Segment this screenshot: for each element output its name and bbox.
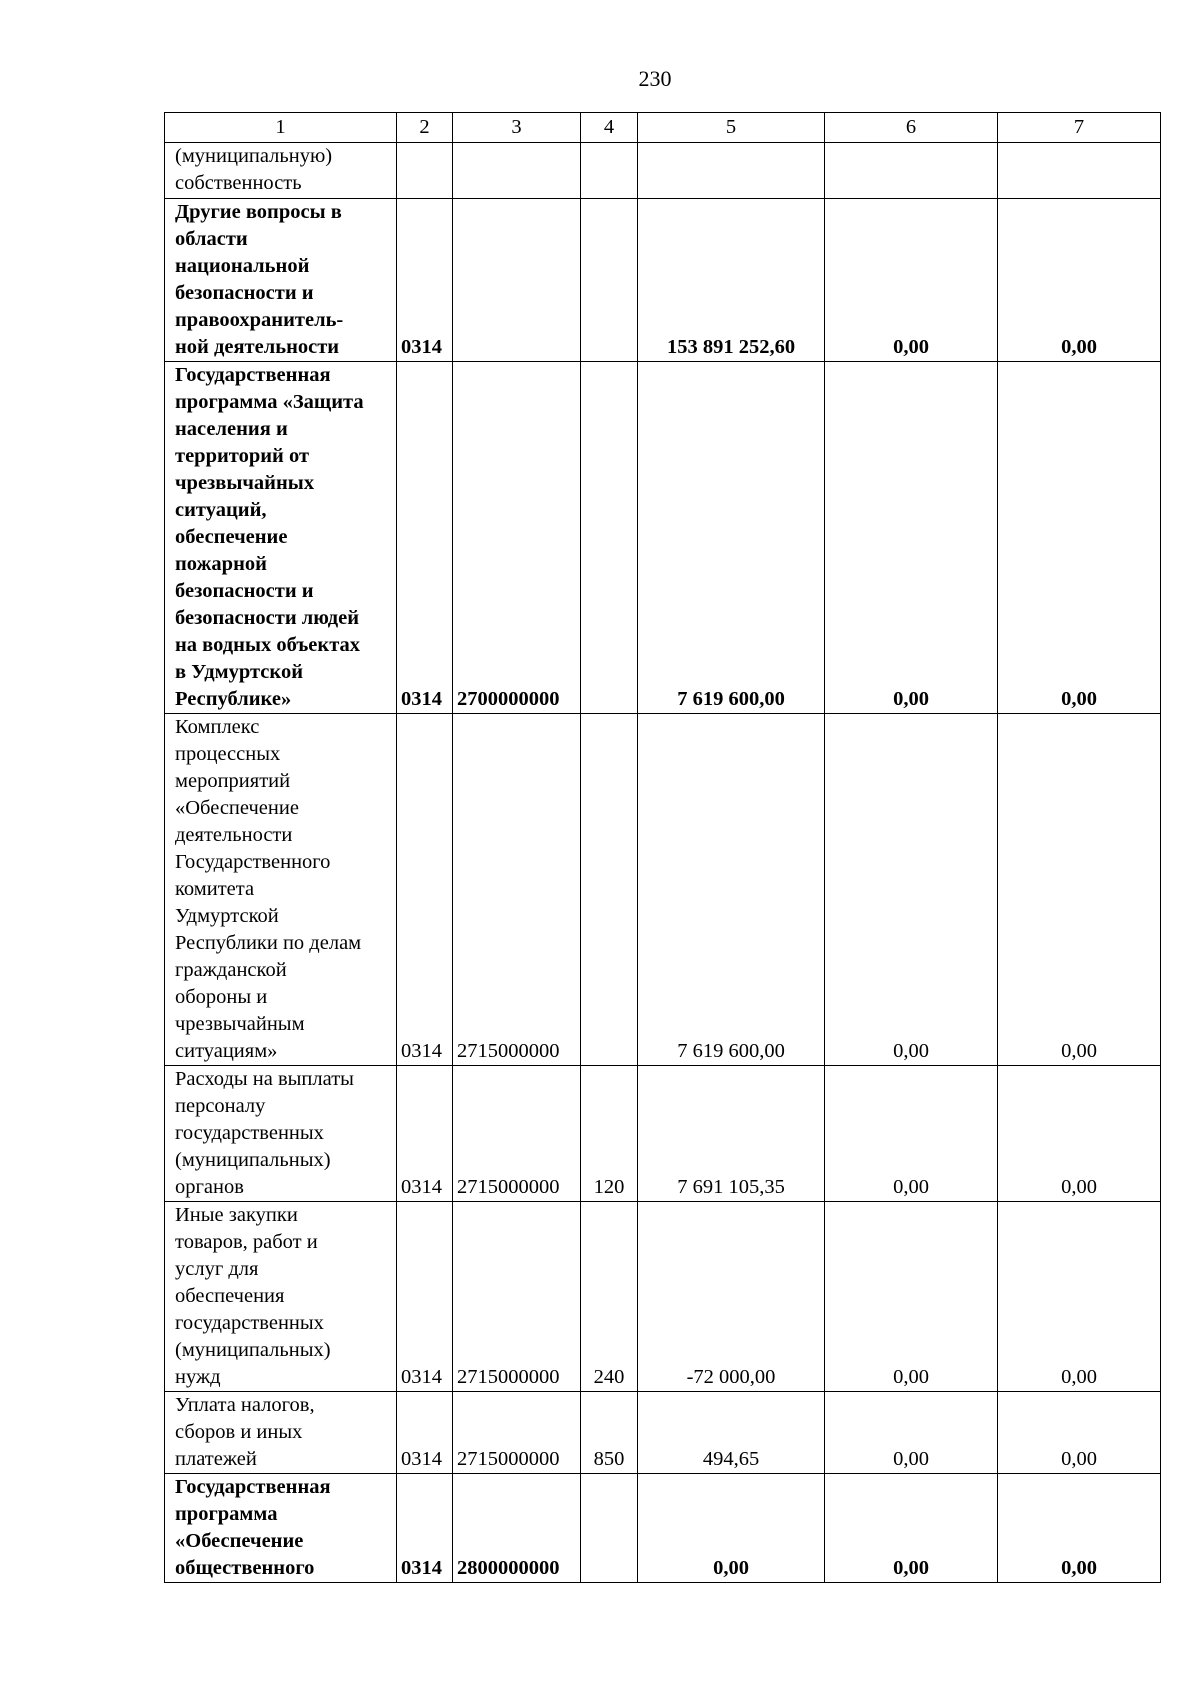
table-header-row <box>165 113 1161 143</box>
row-name-line: обеспечения <box>175 1285 285 1307</box>
row-name-line: Иные закупки <box>175 1204 298 1226</box>
row-name-line: обороны и <box>175 986 268 1008</box>
header-cell: 3 <box>453 113 581 143</box>
amount-cell: 0,00 <box>825 1202 998 1392</box>
row-name-line: Комплекс <box>175 716 260 738</box>
row-name-line: Расходы на выплаты <box>175 1068 354 1090</box>
row-name-line: сборов и иных <box>175 1421 303 1443</box>
row-name-cell <box>165 1066 397 1202</box>
amount-cell: 0,00 <box>825 362 998 714</box>
row-name-line: программа «Защита <box>175 391 364 413</box>
row-name-line: безопасности людей <box>175 607 360 629</box>
amount-cell: 0,00 <box>825 714 998 1066</box>
section-code-cell <box>397 143 453 199</box>
section-code-cell: 0314 <box>397 199 453 362</box>
row-name-line: безопасности и <box>175 282 314 304</box>
amount-cell: -72 000,00 <box>638 1202 825 1392</box>
row-name-cell <box>165 362 397 714</box>
row-name-line: ситуаций, <box>175 499 267 521</box>
amount-cell: 0,00 <box>998 199 1161 362</box>
target-article-cell: 2700000000 <box>453 362 581 714</box>
expense-type-cell: 850 <box>581 1392 638 1474</box>
row-name-cell <box>165 199 397 362</box>
table-row <box>165 199 1161 362</box>
amount-cell: 7 691 105,35 <box>638 1066 825 1202</box>
target-article-cell: 2715000000 <box>453 1392 581 1474</box>
row-name-line: общественного <box>175 1557 315 1579</box>
row-name-line: государственных <box>175 1312 324 1334</box>
row-name-line: мероприятий <box>175 770 291 792</box>
amount-cell: 153 891 252,60 <box>638 199 825 362</box>
expense-type-cell <box>581 1474 638 1583</box>
row-name-line: правоохранитель- <box>175 309 344 331</box>
section-code-cell: 0314 <box>397 714 453 1066</box>
section-code-cell: 0314 <box>397 1392 453 1474</box>
row-name-line: населения и <box>175 418 288 440</box>
amount-cell: 0,00 <box>998 362 1161 714</box>
expense-type-cell <box>581 199 638 362</box>
amount-cell: 0,00 <box>825 1474 998 1583</box>
table-row <box>165 143 1161 199</box>
section-code-cell: 0314 <box>397 362 453 714</box>
header-cell: 1 <box>165 113 397 143</box>
row-name-line: (муниципальных) <box>175 1149 331 1171</box>
target-article-cell: 2800000000 <box>453 1474 581 1583</box>
table-row <box>165 1474 1161 1583</box>
amount-cell: 7 619 600,00 <box>638 362 825 714</box>
row-name-line: нужд <box>175 1366 221 1388</box>
row-name-cell <box>165 1474 397 1583</box>
row-name-cell <box>165 143 397 199</box>
target-article-cell: 2715000000 <box>453 714 581 1066</box>
expense-type-cell <box>581 143 638 199</box>
row-name-line: пожарной <box>175 553 267 575</box>
amount-cell: 0,00 <box>825 199 998 362</box>
table-row <box>165 1066 1161 1202</box>
row-name-line: деятельности <box>175 824 293 846</box>
table-row <box>165 362 1161 714</box>
row-name-line: персоналу <box>175 1095 266 1117</box>
row-name-line: обеспечение <box>175 526 288 548</box>
amount-cell: 0,00 <box>998 1474 1161 1583</box>
row-name-line: территорий от <box>175 445 310 467</box>
row-name-line: (муниципальную) <box>175 145 333 167</box>
target-article-cell: 2715000000 <box>453 1066 581 1202</box>
expense-type-cell: 120 <box>581 1066 638 1202</box>
target-article-cell <box>453 199 581 362</box>
target-article-cell: 2715000000 <box>453 1202 581 1392</box>
row-name-line: национальной <box>175 255 310 277</box>
row-name-line: Государственного <box>175 851 331 873</box>
row-name-line: органов <box>175 1176 244 1198</box>
header-cell: 6 <box>825 113 998 143</box>
table-row <box>165 714 1161 1066</box>
row-name-line: «Обеспечение <box>175 797 299 819</box>
row-name-line: области <box>175 228 248 250</box>
row-name-line: ситуациям» <box>175 1040 278 1062</box>
amount-cell: 0,00 <box>638 1474 825 1583</box>
row-name-line: Республике» <box>175 688 292 710</box>
table-row <box>165 1392 1161 1474</box>
row-name-line: платежей <box>175 1448 257 1470</box>
row-name-line: услуг для <box>175 1258 259 1280</box>
row-name-line: на водных объектах <box>175 634 361 656</box>
row-name-cell <box>165 1392 397 1474</box>
row-name-line: (муниципальных) <box>175 1339 331 1361</box>
row-name-line: Удмуртской <box>175 905 279 927</box>
row-name-line: Другие вопросы в <box>175 201 342 223</box>
target-article-cell <box>453 143 581 199</box>
row-name-line: Республики по делам <box>175 932 362 954</box>
row-name-line: программа <box>175 1503 278 1525</box>
row-name-line: в Удмуртской <box>175 661 304 683</box>
row-name-line: чрезвычайных <box>175 472 315 494</box>
amount-cell: 0,00 <box>998 1202 1161 1392</box>
row-name-cell <box>165 714 397 1066</box>
page-number: 230 <box>638 66 672 91</box>
section-code-cell: 0314 <box>397 1202 453 1392</box>
row-name-line: «Обеспечение <box>175 1530 304 1552</box>
row-name-line: гражданской <box>175 959 287 981</box>
amount-cell: 0,00 <box>998 1392 1161 1474</box>
expense-type-cell <box>581 362 638 714</box>
amount-cell: 0,00 <box>825 1066 998 1202</box>
row-name-line: комитета <box>175 878 255 900</box>
row-name-cell <box>165 1202 397 1392</box>
header-cell: 5 <box>638 113 825 143</box>
row-name-line: ной деятельности <box>175 336 340 358</box>
budget-table <box>164 112 1161 1583</box>
amount-cell: 0,00 <box>998 714 1161 1066</box>
header-cell: 4 <box>581 113 638 143</box>
header-cell: 7 <box>998 113 1161 143</box>
expense-type-cell <box>581 714 638 1066</box>
header-cell: 2 <box>397 113 453 143</box>
section-code-cell: 0314 <box>397 1474 453 1583</box>
table-row <box>165 1202 1161 1392</box>
row-name-line: процессных <box>175 743 281 765</box>
amount-cell: 0,00 <box>998 1066 1161 1202</box>
row-name-line: товаров, работ и <box>175 1231 318 1253</box>
row-name-line: государственных <box>175 1122 324 1144</box>
section-code-cell: 0314 <box>397 1066 453 1202</box>
amount-cell: 494,65 <box>638 1392 825 1474</box>
amount-cell <box>998 143 1161 199</box>
row-name-line: собственность <box>175 172 302 194</box>
amount-cell <box>638 143 825 199</box>
amount-cell: 0,00 <box>825 1392 998 1474</box>
row-name-line: Государственная <box>175 364 331 386</box>
amount-cell <box>825 143 998 199</box>
row-name-line: чрезвычайным <box>175 1013 305 1035</box>
row-name-line: Государственная <box>175 1476 331 1498</box>
row-name-line: Уплата налогов, <box>175 1394 315 1416</box>
row-name-line: безопасности и <box>175 580 314 602</box>
expense-type-cell: 240 <box>581 1202 638 1392</box>
amount-cell: 7 619 600,00 <box>638 714 825 1066</box>
